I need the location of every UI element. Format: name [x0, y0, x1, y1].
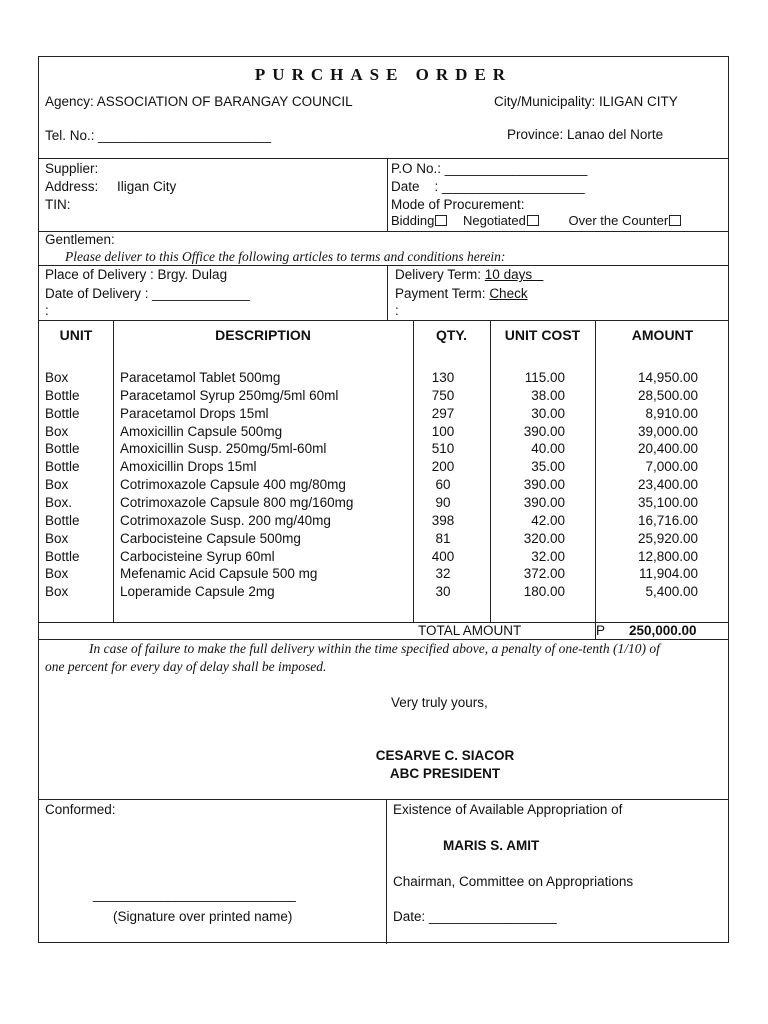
bidding-checkbox[interactable]: [435, 215, 447, 226]
table-row: [39, 459, 728, 477]
table-row: [39, 513, 728, 531]
divider: [387, 158, 388, 231]
city-field: City/Municipality: ILIGAN CITY: [494, 94, 678, 109]
otc-label: Over the Counter: [568, 213, 669, 228]
divider: [39, 320, 728, 321]
delivery-term-label: Delivery Term:: [395, 267, 482, 282]
unit-cell: Box: [45, 530, 69, 546]
closing-text: Very truly yours,: [391, 695, 488, 710]
unit-cost-cell: 40.00: [531, 441, 565, 457]
amount-cell: 16,716.00: [637, 512, 698, 528]
unit-cost-cell: 32.00: [531, 548, 565, 564]
description-cell: Mefenamic Acid Capsule 500 mg: [120, 566, 318, 582]
divider: [39, 265, 728, 266]
unit-cost-cell: 42.00: [531, 512, 565, 528]
po-number-field: P.O No.: ___________________: [391, 161, 588, 176]
description-cell: Amoxicillin Susp. 250mg/5ml-60ml: [120, 441, 327, 457]
date-of-delivery: Date of Delivery : _____________: [45, 286, 250, 301]
qty-cell: 400: [431, 548, 455, 564]
qty-cell: 60: [435, 477, 451, 493]
description-cell: Amoxicillin Capsule 500mg: [120, 423, 283, 439]
column-header-qty: QTY.: [435, 327, 468, 343]
signature-line: ___________________________: [93, 887, 296, 902]
qty-cell: 750: [431, 387, 455, 403]
divider: [387, 265, 388, 320]
divider: [39, 799, 728, 800]
page-title: PURCHASE ORDER: [254, 65, 513, 84]
description-cell: Cotrimoxazole Susp. 200 mg/40mg: [120, 512, 331, 528]
appropriation-label: Existence of Available Appropriation of: [393, 802, 623, 817]
unit-cost-cell: 35.00: [531, 459, 565, 475]
unit-cell: Box: [45, 584, 69, 600]
approver-title: Chairman, Committee on Appropriations: [393, 874, 634, 889]
negotiated-checkbox[interactable]: [527, 215, 539, 226]
table-row: [39, 370, 728, 388]
payment-term-label: Payment Term:: [395, 286, 486, 301]
penalty-text-line1: In case of failure to make the full delivery within the time specified above, a penalty of one-tenth (1/10) of: [89, 641, 660, 656]
amount-cell: 39,000.00: [637, 423, 698, 439]
table-row: [39, 584, 728, 602]
unit-cell: Bottle: [45, 459, 80, 475]
amount-cell: 23,400.00: [637, 477, 698, 493]
unit-cost-cell: 180.00: [523, 584, 565, 600]
divider: [39, 639, 728, 640]
procurement-options: [391, 213, 681, 229]
delivery-term: [395, 267, 543, 283]
description-cell: Amoxicillin Drops 15ml: [120, 459, 257, 475]
table-row: [39, 406, 728, 424]
unit-cost-cell: 30.00: [531, 405, 565, 421]
negotiated-label: Negotiated: [463, 213, 526, 228]
colon-mark: :: [395, 303, 399, 318]
unit-cell: Box.: [45, 494, 73, 510]
approver-name: MARIS S. AMIT: [443, 838, 540, 853]
column-header-amount: AMOUNT: [631, 327, 694, 343]
signature-caption: (Signature over printed name): [113, 909, 293, 924]
unit-cell: Bottle: [45, 387, 80, 403]
description-cell: Cotrimoxazole Capsule 400 mg/80mg: [120, 477, 346, 493]
qty-cell: 200: [431, 459, 455, 475]
amount-cell: 11,904.00: [638, 566, 698, 582]
table-row: [39, 441, 728, 459]
amount-cell: 8,910.00: [645, 405, 698, 421]
unit-cost-cell: 390.00: [523, 477, 565, 493]
description-cell: Loperamide Capsule 2mg: [120, 584, 275, 600]
payment-term-value: Check: [489, 286, 528, 301]
unit-cell: Box: [45, 423, 69, 439]
qty-cell: 130: [431, 370, 455, 385]
tel-field: Tel. No.: _______________________: [45, 128, 271, 143]
total-amount: 250,000.00: [629, 623, 697, 638]
unit-cost-cell: 372.00: [523, 566, 565, 582]
amount-cell: 20,400.00: [637, 441, 698, 457]
unit-cell: Bottle: [45, 405, 80, 421]
qty-cell: 90: [435, 494, 451, 510]
description-cell: Carbocisteine Capsule 500mg: [120, 530, 301, 546]
qty-cell: 510: [431, 441, 455, 457]
qty-cell: 297: [431, 405, 455, 421]
payment-term: [395, 286, 528, 302]
unit-cell: Bottle: [45, 441, 80, 457]
description-cell: Cotrimoxazole Capsule 800 mg/160mg: [120, 494, 354, 510]
signer-title: ABC PRESIDENT: [389, 766, 501, 781]
table-row: [39, 566, 728, 584]
po-date-field: Date : ___________________: [391, 179, 585, 194]
qty-cell: 32: [435, 566, 451, 582]
column-header-unit: UNIT: [59, 327, 93, 343]
address-value: Iligan City: [117, 179, 177, 194]
unit-cost-cell: 390.00: [523, 494, 565, 510]
description-cell: Paracetamol Drops 15ml: [120, 405, 269, 421]
colon-mark: :: [45, 303, 49, 318]
table-row: [39, 495, 728, 513]
amount-cell: 5,400.00: [645, 584, 698, 600]
total-label: TOTAL AMOUNT: [418, 623, 522, 638]
tin-field: TIN:: [45, 197, 71, 212]
place-of-delivery: Place of Delivery : Brgy. Dulag: [45, 267, 228, 282]
divider: [39, 231, 728, 232]
unit-cost-cell: 115.00: [524, 370, 565, 385]
unit-cost-cell: 38.00: [531, 387, 565, 403]
table-row: [39, 549, 728, 567]
amount-cell: 35,100.00: [637, 494, 698, 510]
description-cell: Carbocisteine Syrup 60ml: [120, 548, 275, 564]
unit-cost-cell: 390.00: [523, 423, 565, 439]
table-row: [39, 424, 728, 442]
amount-cell: 14,950.00: [637, 370, 698, 385]
description-cell: Paracetamol Tablet 500mg: [120, 370, 281, 385]
otc-checkbox[interactable]: [669, 215, 681, 226]
unit-cell: Box: [45, 370, 69, 385]
penalty-text-line2: one percent for every day of delay shall be imposed.: [45, 659, 327, 674]
amount-cell: 12,800.00: [637, 548, 698, 564]
bidding-label: Bidding: [391, 213, 435, 228]
qty-cell: 100: [431, 423, 455, 439]
salutation: Gentlemen:: [45, 232, 115, 247]
divider: [39, 622, 728, 623]
qty-cell: 398: [431, 512, 455, 528]
divider: [386, 799, 387, 944]
instruction-text: Please deliver to this Office the following articles to terms and conditions herein:: [65, 249, 506, 264]
table-row: [39, 477, 728, 495]
table-row: [39, 531, 728, 549]
supplier-field: Supplier:: [45, 161, 99, 176]
unit-cell: Bottle: [45, 512, 80, 528]
unit-cell: Box: [45, 477, 69, 493]
amount-cell: 7,000.00: [645, 459, 698, 475]
agency-field: Agency: ASSOCIATION OF BARANGAY COUNCIL: [45, 94, 353, 109]
approver-date: Date: _________________: [393, 909, 557, 924]
unit-cell: Box: [45, 566, 69, 582]
description-cell: Paracetamol Syrup 250mg/5ml 60ml: [120, 387, 339, 403]
table-row: [39, 388, 728, 406]
conformed-label: Conformed:: [45, 802, 116, 817]
purchase-order-form: [38, 56, 729, 943]
delivery-term-value: 10 days: [484, 267, 544, 282]
column-header-unit-cost: UNIT COST: [504, 327, 581, 343]
address-label: Address:: [45, 179, 99, 194]
signer-name: CESARVE C. SIACOR: [375, 748, 515, 763]
amount-cell: 28,500.00: [637, 387, 698, 403]
unit-cost-cell: 320.00: [523, 530, 565, 546]
currency-symbol: P: [596, 623, 606, 638]
mode-of-procurement: Mode of Procurement:: [391, 197, 525, 212]
province-field: Province: Lanao del Norte: [507, 127, 664, 142]
qty-cell: 30: [435, 584, 451, 600]
column-header-description: DESCRIPTION: [215, 327, 311, 343]
amount-cell: 25,920.00: [637, 530, 698, 546]
divider: [39, 158, 728, 159]
qty-cell: 81: [435, 530, 451, 546]
unit-cell: Bottle: [45, 548, 80, 564]
